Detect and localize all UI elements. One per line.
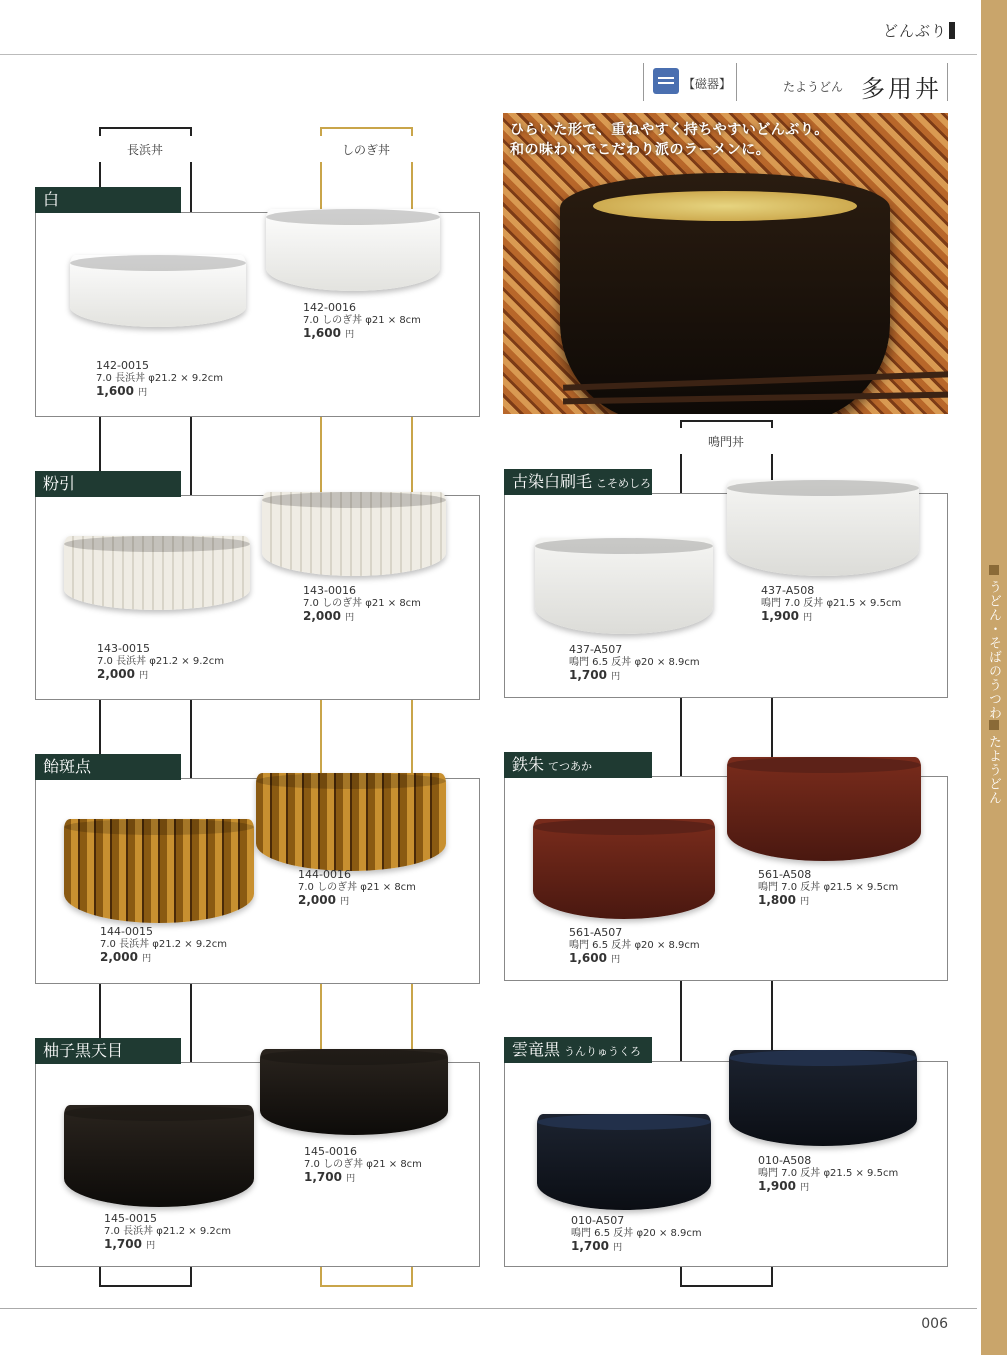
- product-price: 1,600 円: [96, 384, 148, 398]
- side-subsection-label: たようどん: [986, 735, 1001, 805]
- product-photo: [503, 113, 948, 414]
- side-section-label: うどん・そばのうつわ: [986, 580, 1001, 720]
- product-spec: 7.0 長浜丼 φ21.2 × 9.2cm: [96, 373, 224, 384]
- side-square-icon: [989, 720, 999, 730]
- footer-rule: [0, 1308, 977, 1309]
- product-panel: [504, 1061, 948, 1267]
- naruto-65-bowl-image: [533, 819, 715, 919]
- product-info: [303, 301, 421, 342]
- frame-line: [680, 1267, 682, 1287]
- naruto-65-bowl-image: [537, 1114, 711, 1210]
- frame-line: [411, 700, 413, 778]
- frame-line: [771, 1267, 773, 1287]
- product-info: [569, 926, 700, 967]
- product-info: [97, 642, 224, 683]
- column-label-nagahama: 長浜丼: [98, 136, 192, 162]
- side-tab: [981, 0, 1007, 1355]
- frame-line: [99, 127, 192, 129]
- product-panel: [504, 493, 948, 698]
- frame-line: [320, 1285, 413, 1287]
- porcelain-icon: [653, 68, 679, 94]
- caption-line: ひらいた形で、重ねやすく持ちやすいどんぶり。: [510, 122, 829, 138]
- product-code: 143-0016: [303, 584, 356, 597]
- photo-caption: [510, 120, 829, 160]
- product-info: [104, 1212, 231, 1253]
- product-spec: 7.0 しのぎ丼 φ21 × 8cm: [304, 1159, 422, 1170]
- product-price: 2,000 円: [97, 667, 149, 681]
- product-code: 561-A507: [569, 926, 623, 939]
- naruto-70-bowl-image: [729, 1050, 917, 1146]
- shinogi-bowl-image: [260, 1049, 448, 1135]
- frame-line: [411, 1267, 413, 1287]
- product-spec: 鳴門 7.0 反丼 φ21.5 × 9.5cm: [758, 1168, 899, 1179]
- product-panel: [35, 495, 480, 700]
- frame-line: [99, 1285, 192, 1287]
- product-price: 1,900 円: [758, 1179, 810, 1193]
- product-spec: 鳴門 7.0 反丼 φ21.5 × 9.5cm: [758, 882, 899, 893]
- nagahama-bowl-image: [64, 536, 250, 610]
- product-code: 144-0016: [298, 868, 351, 881]
- product-price: 1,700 円: [571, 1239, 623, 1253]
- material-label: 【磁器】: [683, 77, 732, 91]
- product-info: [303, 584, 421, 625]
- product-info: [100, 925, 227, 966]
- page-number: 006: [921, 1316, 948, 1332]
- naruto-70-bowl-image: [727, 757, 921, 861]
- product-info: [758, 1154, 898, 1195]
- panel-title: 粉引: [35, 471, 181, 497]
- product-code: 010-A507: [571, 1214, 625, 1227]
- frame-line: [680, 420, 773, 422]
- side-square-icon: [989, 565, 999, 575]
- product-info: [758, 868, 898, 909]
- series-name: 多用丼: [861, 75, 942, 103]
- frame-line: [320, 700, 322, 778]
- product-code: 437-A507: [569, 643, 623, 656]
- product-info: [298, 868, 416, 909]
- product-price: 2,000 円: [298, 893, 350, 907]
- naruto-65-bowl-image: [535, 538, 713, 634]
- product-price: 1,800 円: [758, 893, 810, 907]
- product-spec: 7.0 長浜丼 φ21.2 × 9.2cm: [97, 656, 225, 667]
- product-info: [96, 359, 223, 400]
- chapter-title: どんぶり: [882, 22, 947, 40]
- shinogi-bowl-image: [256, 773, 446, 871]
- nagahama-bowl-image: [70, 255, 246, 327]
- product-panel: [35, 778, 480, 984]
- frame-line: [680, 698, 682, 778]
- divider: [736, 63, 737, 101]
- product-spec: 7.0 しのぎ丼 φ21 × 8cm: [303, 598, 421, 609]
- frame-line: [190, 984, 192, 1062]
- caption-line: 和の味わいでこだわり派のラーメンに。: [510, 142, 771, 158]
- naruto-70-bowl-image: [727, 480, 919, 576]
- product-price: 2,000 円: [100, 950, 152, 964]
- nagahama-bowl-image: [64, 1105, 254, 1207]
- panel-title: 鉄朱 てつあか: [504, 752, 652, 778]
- frame-line: [190, 700, 192, 778]
- nagahama-bowl-image: [64, 819, 254, 923]
- column-label-shinogi: しのぎ丼: [319, 136, 413, 162]
- panel-title: 雲竜黒 うんりゅうくろ: [504, 1037, 652, 1063]
- series-heading: [643, 63, 948, 101]
- product-code: 145-0015: [104, 1212, 157, 1225]
- frame-line: [99, 1267, 101, 1287]
- shinogi-bowl-image: [262, 492, 446, 576]
- frame-line: [320, 417, 322, 495]
- panel-title: 飴斑点: [35, 754, 181, 780]
- product-price: 1,700 円: [104, 1237, 156, 1251]
- chapter-marker: [949, 22, 955, 39]
- product-panel: [35, 212, 480, 417]
- frame-line: [680, 1285, 773, 1287]
- series-reading: たようどん: [783, 80, 844, 94]
- product-spec: 7.0 長浜丼 φ21.2 × 9.2cm: [104, 1226, 232, 1237]
- product-price: 1,700 円: [569, 668, 621, 682]
- product-price: 1,900 円: [761, 609, 813, 623]
- product-spec: 鳴門 7.0 反丼 φ21.5 × 9.5cm: [761, 598, 902, 609]
- product-info: [304, 1145, 422, 1186]
- frame-line: [190, 417, 192, 495]
- panel-title: 白: [35, 187, 181, 213]
- frame-line: [320, 127, 413, 129]
- product-panel: [35, 1062, 480, 1267]
- product-price: 1,600 円: [569, 951, 621, 965]
- product-price: 1,600 円: [303, 326, 355, 340]
- frame-line: [320, 1267, 322, 1287]
- product-code: 143-0015: [97, 642, 150, 655]
- product-info: [571, 1214, 702, 1255]
- product-code: 142-0016: [303, 301, 356, 314]
- ramen-soup: [593, 191, 857, 221]
- frame-line: [411, 417, 413, 495]
- product-code: 561-A508: [758, 868, 812, 881]
- frame-line: [771, 981, 773, 1061]
- column-label-naruto: 鳴門丼: [679, 428, 773, 454]
- header-rule: [0, 54, 977, 55]
- product-code: 145-0016: [304, 1145, 357, 1158]
- product-price: 1,700 円: [304, 1170, 356, 1184]
- frame-line: [680, 981, 682, 1061]
- product-info: [761, 584, 901, 625]
- product-price: 2,000 円: [303, 609, 355, 623]
- product-spec: 7.0 しのぎ丼 φ21 × 8cm: [303, 315, 421, 326]
- product-spec: 鳴門 6.5 反丼 φ20 × 8.9cm: [569, 657, 700, 668]
- product-code: 437-A508: [761, 584, 815, 597]
- product-panel: [504, 776, 948, 981]
- product-spec: 7.0 長浜丼 φ21.2 × 9.2cm: [100, 939, 228, 950]
- divider: [643, 63, 644, 101]
- panel-title: 古染白刷毛 こそめしろはけ: [504, 469, 652, 495]
- panel-title: 柚子黒天目: [35, 1038, 181, 1064]
- divider: [947, 63, 948, 101]
- product-spec: 鳴門 6.5 反丼 φ20 × 8.9cm: [571, 1228, 702, 1239]
- product-code: 010-A508: [758, 1154, 812, 1167]
- product-spec: 鳴門 6.5 反丼 φ20 × 8.9cm: [569, 940, 700, 951]
- product-code: 142-0015: [96, 359, 149, 372]
- product-info: [569, 643, 700, 684]
- product-spec: 7.0 しのぎ丼 φ21 × 8cm: [298, 882, 416, 893]
- product-code: 144-0015: [100, 925, 153, 938]
- frame-line: [190, 1267, 192, 1287]
- shinogi-bowl-image: [266, 209, 440, 291]
